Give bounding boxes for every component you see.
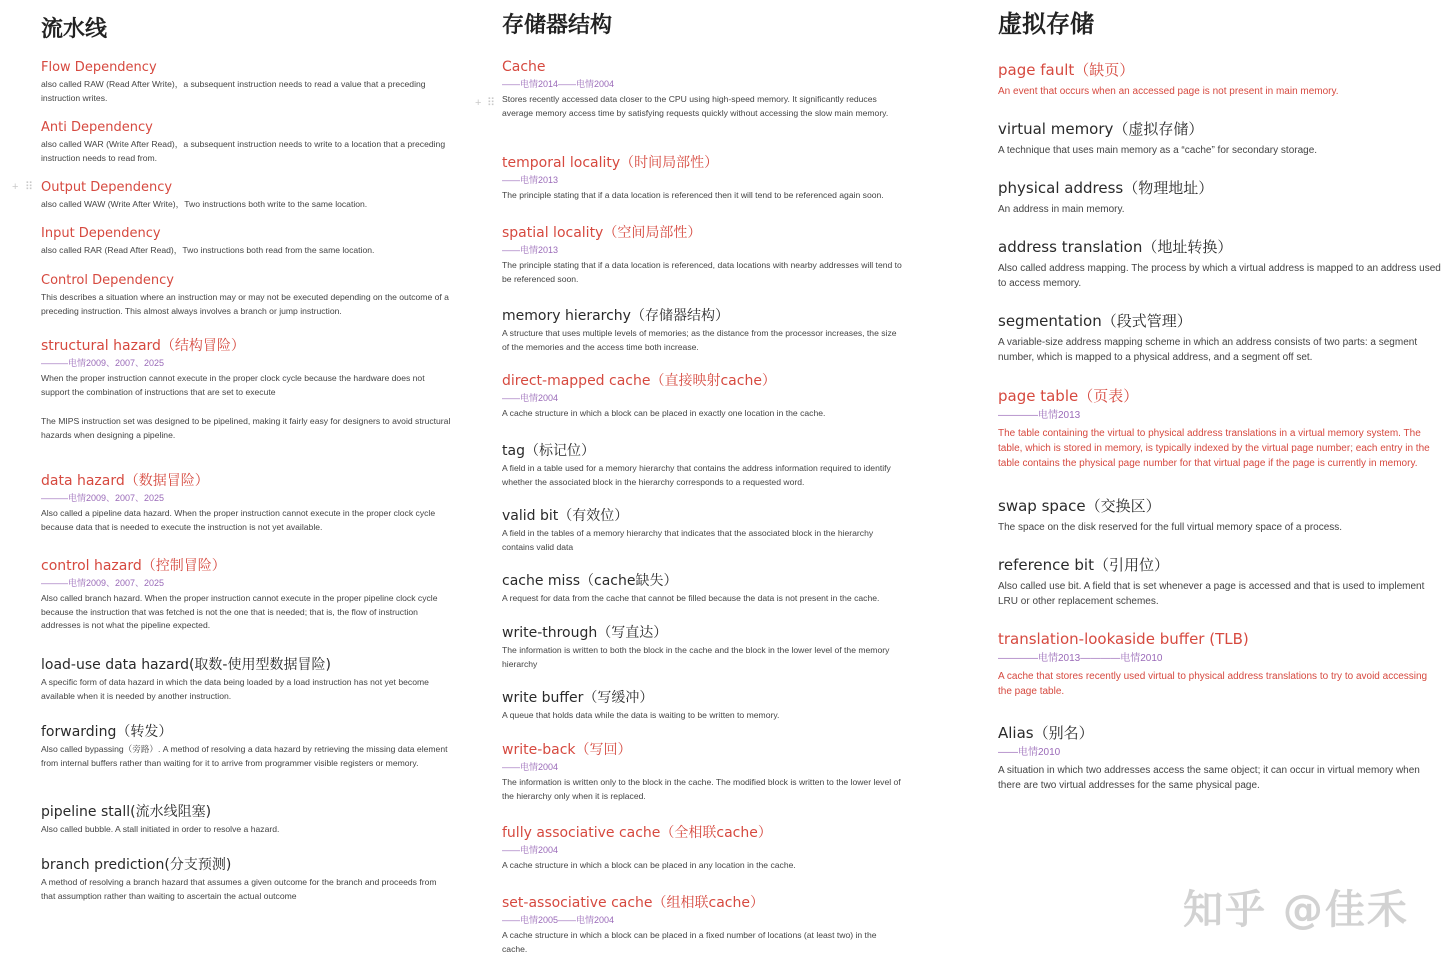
term-exam-tags: ———电情2009、2007、2025: [41, 493, 165, 503]
term-heading: fully associative cache（全相联cache）: [502, 825, 772, 841]
term-exam-tags: ——电情2004: [502, 845, 559, 855]
term-description: This describes a situation where an instruction may or may not be executed depending on the outcome of a preceding instruction. This almost always involves a branch or jump instruction.: [41, 292, 449, 316]
term-heading: Input Dependency: [41, 226, 161, 241]
term-description: A technique that uses main memory as a “cache” for secondary storage.: [998, 145, 1318, 156]
section-title-virtual-memory: 虚拟存储: [998, 10, 1094, 38]
term-description: An event that occurs when an accessed page is not present in main memory.: [998, 86, 1339, 97]
term-control-dependency: [41, 273, 451, 318]
term-exam-tags: ——电情2005——电情2004: [502, 915, 615, 925]
term-spatial-locality: [502, 224, 902, 286]
term-heading: forwarding（转发）: [41, 724, 173, 740]
term-heading: temporal locality（时间局部性）: [502, 155, 719, 171]
term-description: Stores recently accessed data closer to the CPU using high-speed memory. It significantly reduces average memory access time by satisfying requests quickly without accessing the slow main memory.: [502, 94, 889, 118]
term-description: Also called address mapping. The process by which a virtual address is mapped to an address used to access memory.: [998, 263, 1441, 289]
term-cache: [502, 58, 902, 120]
term-heading: control hazard（控制冒险）: [41, 558, 226, 574]
term-page-fault: [998, 61, 1443, 99]
term-description: also called WAW (Write After Write)，Two instructions both write to the same location.: [41, 199, 368, 209]
term-exam-tags: ——电情2014——电情2004: [502, 79, 615, 89]
drag-handle-icon[interactable]: ⠿: [25, 181, 34, 193]
term-description: An address in main memory.: [998, 204, 1125, 215]
term-heading: branch prediction(分支预测): [41, 857, 232, 873]
term-exam-tags: ———电情2009、2007、2025: [41, 578, 165, 588]
term-tag: [502, 442, 902, 489]
term-temporal-locality: [502, 154, 902, 203]
term-heading: cache miss（cache缺失）: [502, 573, 678, 589]
term-pipeline-stall: [41, 803, 451, 837]
term-description: When the proper instruction cannot execute in the proper clock cycle because the hardware does not support the combination of instructions that are set to execute: [41, 373, 425, 397]
term-heading: reference bit（引用位）: [998, 556, 1169, 574]
term-heading: Alias（别名）: [998, 724, 1094, 742]
term-heading: segmentation（段式管理）: [998, 312, 1192, 330]
term-reference-bit: [998, 556, 1443, 609]
term-heading: Control Dependency: [41, 273, 174, 288]
term-heading: direct-mapped cache（直接映射cache）: [502, 373, 776, 389]
term-data-hazard: [41, 472, 451, 534]
term-control-hazard: [41, 557, 451, 633]
term-flow-dependency: [41, 60, 451, 105]
term-segmentation: [998, 312, 1443, 365]
term-heading: write-through（写直达）: [502, 625, 668, 641]
term-description: also called RAW (Read After Write)，a subsequent instruction needs to read a value that a preceding instruction writes.: [41, 79, 426, 103]
term-description: The table containing the virtual to physical address translations in a virtual memory system. The table, which is stored in memory, is typically indexed by the virtual page number; each entry in the table contains the physical page number for that virtual page if the page is currently in memory.: [998, 428, 1430, 469]
term-heading: Flow Dependency: [41, 60, 157, 75]
term-write-buffer: [502, 689, 902, 723]
term-structural-hazard: [41, 337, 451, 442]
term-description: A variable-size address mapping scheme in which an address consists of two parts: a segment number, which is mapped to a physical address, and a segment off set.: [998, 337, 1418, 363]
term-cache-miss: [502, 572, 902, 606]
term-direct-mapped-cache: [502, 372, 902, 421]
term-virtual-memory: [998, 120, 1443, 158]
term-heading: load-use data hazard(取数-使用型数据冒险): [41, 657, 331, 673]
term-description: A request for data from the cache that cannot be filled because the data is not present in the cache.: [502, 593, 880, 603]
term-exam-tags: ——电情2004: [502, 393, 559, 403]
term-description: The information is written to both the block in the cache and the block in the lower level of the memory hierarchy: [502, 645, 890, 669]
term-description: The information is written only to the block in the cache. The modified block is written to the lower level of the hierarchy only when it is replaced.: [502, 777, 901, 801]
term-heading: virtual memory（虚拟存储）: [998, 120, 1204, 138]
term-description: A cache structure in which a block can be placed in a fixed number of locations (at least two) in the cache.: [502, 930, 877, 954]
term-description: also called RAR (Read After Read)，Two instructions both read from the same location.: [41, 245, 375, 255]
term-description: The principle stating that if a data location is referenced then it will tend to be referenced again soon.: [502, 190, 884, 200]
term-heading: valid bit（有效位）: [502, 508, 629, 524]
term-description: A queue that holds data while the data is waiting to be written to memory.: [502, 710, 780, 720]
term-heading: Output Dependency: [41, 180, 173, 195]
term-description: also called WAR (Write After Read)，a subsequent instruction needs to write to a location that a preceding instruction needs to read from.: [41, 139, 446, 163]
term-exam-tags: ——电情2010: [998, 747, 1061, 758]
term-description: Also called bubble. A stall initiated in order to resolve a hazard.: [41, 824, 280, 834]
term-description: A cache structure in which a block can be placed in exactly one location in the cache.: [502, 408, 826, 418]
term-alias: [998, 724, 1443, 793]
term-heading: page fault（缺页）: [998, 61, 1135, 79]
term-description: Also called branch hazard. When the proper instruction cannot execute in the proper pipeline clock cycle because the instruction that was fetched is not the one that is needed; that is, the flow of instruction addresses is not what the pipeline expected.: [41, 593, 438, 631]
term-heading: tag（标记位）: [502, 443, 595, 459]
term-description: Also called bypassing（旁路）. A method of resolving a data hazard by retrieving the missing data element from internal buffers rather than waiting for it to arrive from programmer visible registers or memory.: [41, 744, 448, 768]
term-description-note: The MIPS instruction set was designed to be pipelined, making it fairly easy for designers to avoid structural hazards when designing a pipeline.: [41, 416, 451, 440]
term-valid-bit: [502, 507, 902, 554]
term-heading: memory hierarchy（存储器结构）: [502, 308, 729, 324]
term-description: A specific form of data hazard in which the data being loaded by a load instruction has not yet become available when it is needed by another instruction.: [41, 677, 429, 701]
term-description: A field in a table used for a memory hierarchy that contains the address information required to identify whether the associated block in the hierarchy corresponds to a requested word.: [502, 463, 891, 487]
term-heading: physical address（物理地址）: [998, 179, 1214, 197]
term-description: A situation in which two addresses access the same object; it can occur in virtual memory when there are two virtual addresses for the same physical page.: [998, 765, 1420, 791]
term-address-translation: [998, 238, 1443, 291]
term-physical-address: [998, 179, 1443, 217]
term-heading: Anti Dependency: [41, 120, 153, 135]
term-tlb: [998, 630, 1443, 699]
term-load-use-hazard: [41, 656, 451, 703]
term-heading: translation-lookaside buffer (TLB): [998, 630, 1249, 648]
term-exam-tags: ———电情2009、2007、2025: [41, 358, 165, 368]
term-heading: structural hazard（结构冒险）: [41, 338, 245, 354]
add-block-icon[interactable]: +: [12, 181, 19, 193]
term-description: The space on the disk reserved for the full virtual memory space of a process.: [998, 522, 1343, 533]
term-exam-tags: ————电情2013————电情2010: [998, 653, 1163, 664]
term-heading: swap space（交换区）: [998, 497, 1161, 515]
term-page-table: [998, 387, 1443, 471]
term-output-dependency: [41, 180, 451, 212]
term-write-back: [502, 741, 902, 803]
term-exam-tags: ——电情2013: [502, 175, 559, 185]
term-heading: spatial locality（空间局部性）: [502, 225, 702, 241]
term-set-associative-cache: [502, 894, 902, 956]
term-description: A field in the tables of a memory hierarchy that indicates that the associated block in the hierarchy contains valid data: [502, 528, 874, 552]
term-input-dependency: [41, 226, 451, 258]
term-heading: set-associative cache（组相联cache）: [502, 895, 764, 911]
term-description: A cache that stores recently used virtual to physical address translations to try to avoid accessing the page table.: [998, 671, 1428, 697]
term-heading: data hazard（数据冒险）: [41, 473, 209, 489]
term-heading: Cache: [502, 59, 546, 75]
watermark: 知乎 @佳禾: [1183, 887, 1409, 933]
term-anti-dependency: [41, 120, 451, 165]
term-branch-prediction: [41, 856, 451, 903]
term-heading: write-back（写回）: [502, 742, 632, 758]
term-heading: address translation（地址转换）: [998, 238, 1233, 256]
term-heading: page table（页表）: [998, 387, 1139, 405]
term-description: A method of resolving a branch hazard that assumes a given outcome for the branch and proceeds from that assumption rather than waiting to ascertain the actual outcome: [41, 877, 437, 901]
term-description: Also called use bit. A field that is set whenever a page is accessed and that is used to implement LRU or other replacement schemes.: [998, 581, 1425, 607]
term-swap-space: [998, 497, 1443, 535]
term-memory-hierarchy: [502, 307, 902, 354]
drag-handle-icon[interactable]: ⠿: [487, 97, 496, 109]
term-forwarding: [41, 723, 451, 770]
term-exam-tags: ————电情2013: [998, 410, 1081, 421]
term-exam-tags: ——电情2013: [502, 245, 559, 255]
section-title-memory: 存储器结构: [502, 13, 613, 38]
term-description: A cache structure in which a block can be placed in any location in the cache.: [502, 860, 796, 870]
section-title-pipeline: 流水线: [41, 17, 108, 42]
term-description: Also called a pipeline data hazard. When the proper instruction cannot execute in the proper clock cycle because data that is needed to execute the instruction is not yet available.: [41, 508, 436, 532]
term-exam-tags: ——电情2004: [502, 762, 559, 772]
term-fully-associative-cache: [502, 824, 902, 873]
term-heading: write buffer（写缓冲）: [502, 690, 654, 706]
add-block-icon[interactable]: +: [475, 97, 482, 109]
term-description: The principle stating that if a data location is referenced, data locations with nearby addresses will tend to be referenced soon.: [502, 260, 902, 284]
term-description: A structure that uses multiple levels of memories; as the distance from the processor increases, the size of the memories and the access time both increase.: [502, 328, 897, 352]
term-write-through: [502, 624, 902, 671]
term-heading: pipeline stall(流水线阻塞): [41, 804, 212, 820]
